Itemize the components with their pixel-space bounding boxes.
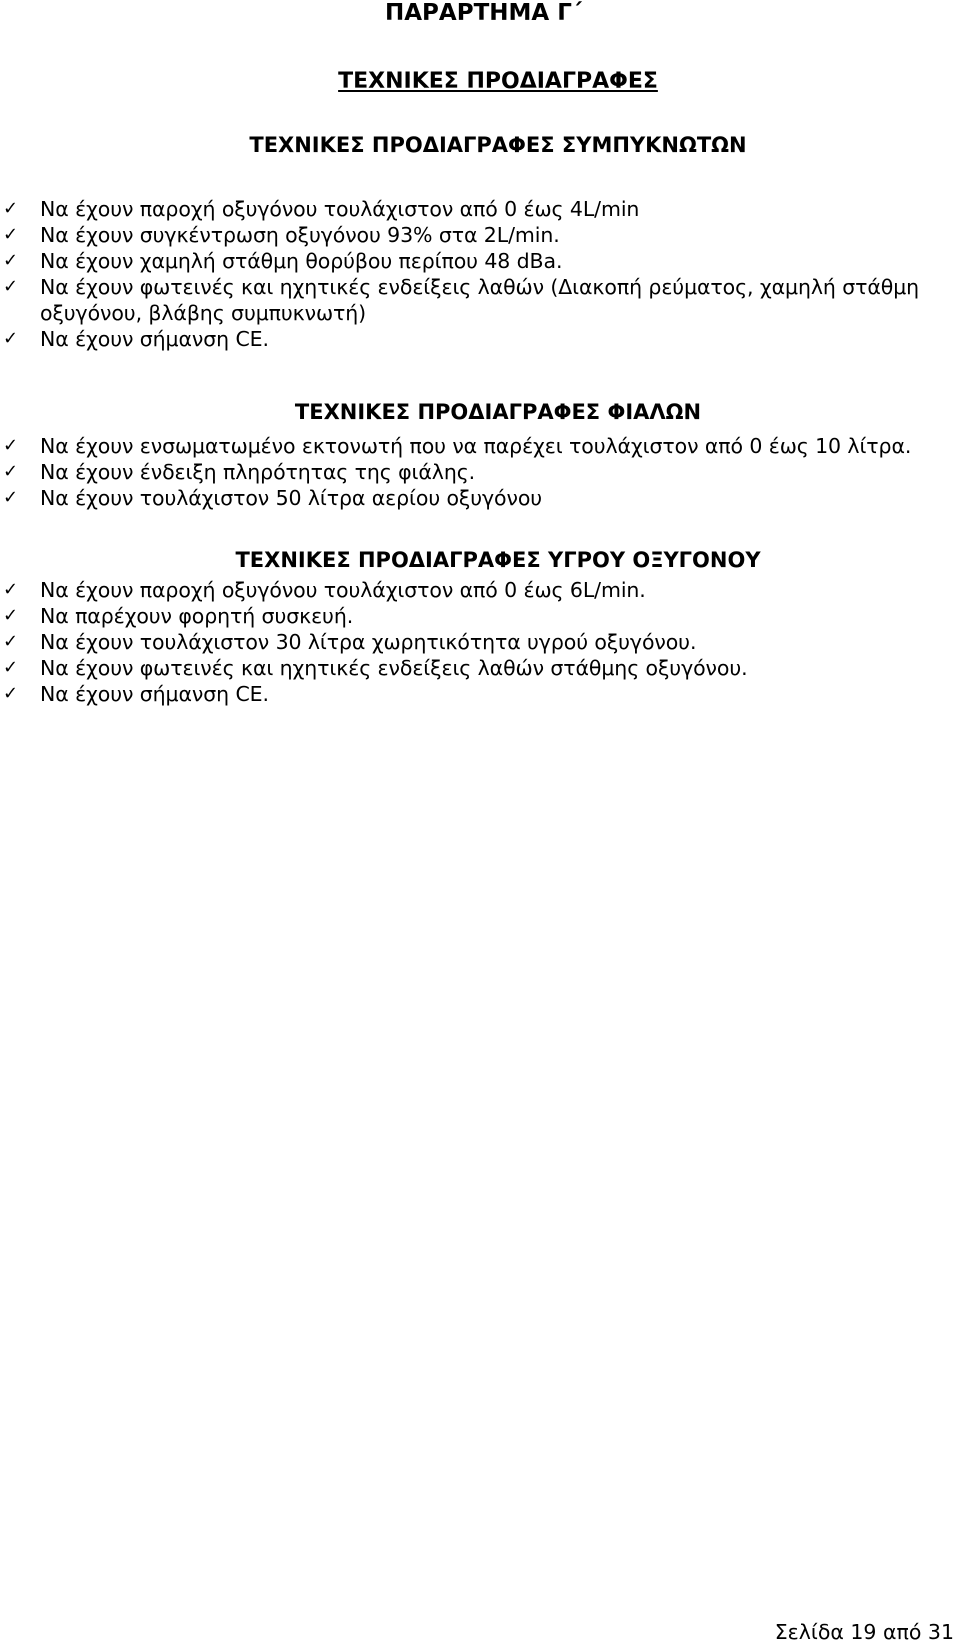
check-mark-icon: ✓ [3, 579, 18, 600]
check-mark-icon: ✓ [3, 276, 18, 297]
check-mark-icon: ✓ [3, 631, 18, 652]
spec-list-liquid-oxygen [0, 577, 960, 707]
check-mark-icon: ✓ [3, 605, 18, 626]
list-item: ✓ Να έχουν παροχή οξυγόνου τουλάχιστον από 0 έως 4L/min [3, 197, 640, 221]
list-item: ✓ Να έχουν τουλάχιστον 50 λίτρα αερίου οξυγόνου [3, 486, 543, 510]
check-mark-icon: ✓ [3, 328, 18, 349]
spec-list-concentrators [0, 196, 960, 352]
list-item: ✓ Να έχουν τουλάχιστον 30 λίτρα χωρητικότητα υγρού οξυγόνου. [3, 630, 697, 654]
check-mark-icon: ✓ [3, 250, 18, 271]
check-mark-icon: ✓ [3, 224, 18, 245]
list-item: ✓ Να έχουν χαμηλή στάθμη θορύβου περίπου 48 dBa. [3, 249, 563, 273]
list-item: ✓ Να έχουν ένδειξη πληρότητας της φιάλης. [3, 460, 476, 484]
spec-list-cylinders [0, 433, 960, 511]
check-mark-icon: ✓ [3, 435, 18, 456]
list-item: ✓ Να έχουν σήμανση CE. [3, 327, 269, 351]
section-heading-liquid-oxygen: ΤΕΧΝΙΚΕΣ ΠΡΟΔΙΑΓΡΑΦΕΣ ΥΓΡΟΥ ΟΞΥΓΟΝΟΥ [235, 548, 761, 572]
list-item: ✓ Να έχουν ενσωματωμένο εκτονωτή που να παρέχει τουλάχιστον από 0 έως 10 λίτρα. [3, 434, 912, 458]
list-item: ✓ Να έχουν συγκέντρωση οξυγόνου 93% στα 2L/min. [3, 223, 560, 247]
list-item: ✓ Να έχουν σήμανση CE. [3, 682, 269, 706]
check-mark-icon: ✓ [3, 487, 18, 508]
list-item-continuation: οξυγόνου, βλάβης συμπυκνωτή) [40, 301, 367, 325]
list-item: ✓ Να παρέχουν φορητή συσκευή. [3, 604, 354, 628]
list-item: ✓ Να έχουν φωτεινές και ηχητικές ενδείξεις λαθών στάθμης οξυγόνου. [3, 656, 748, 680]
check-mark-icon: ✓ [3, 198, 18, 219]
check-mark-icon: ✓ [3, 683, 18, 704]
check-mark-icon: ✓ [3, 461, 18, 482]
check-mark-icon: ✓ [3, 657, 18, 678]
section-heading-cylinders: ΤΕΧΝΙΚΕΣ ΠΡΟΔΙΑΓΡΑΦΕΣ ΦΙΑΛΩΝ [294, 400, 702, 424]
section-heading-concentrators: ΤΕΧΝΙΚΕΣ ΠΡΟΔΙΑΓΡΑΦΕΣ ΣΥΜΠΥΚΝΩΤΩΝ [249, 133, 747, 157]
annex-title: ΠΑΡΑΡΤΗΜΑ Γ΄ [385, 0, 583, 26]
list-item: ✓ Να έχουν παροχή οξυγόνου τουλάχιστον από 0 έως 6L/min. [3, 578, 646, 602]
main-title: ΤΕΧΝΙΚΕΣ ΠΡΟΔΙΑΓΡΑΦΕΣ [338, 69, 658, 94]
page-number: Σελίδα 19 από 31 [774, 1620, 954, 1644]
list-item: ✓ Να έχουν φωτεινές και ηχητικές ενδείξεις λαθών (Διακοπή ρεύματος, χαμηλή στάθμη [3, 275, 920, 299]
